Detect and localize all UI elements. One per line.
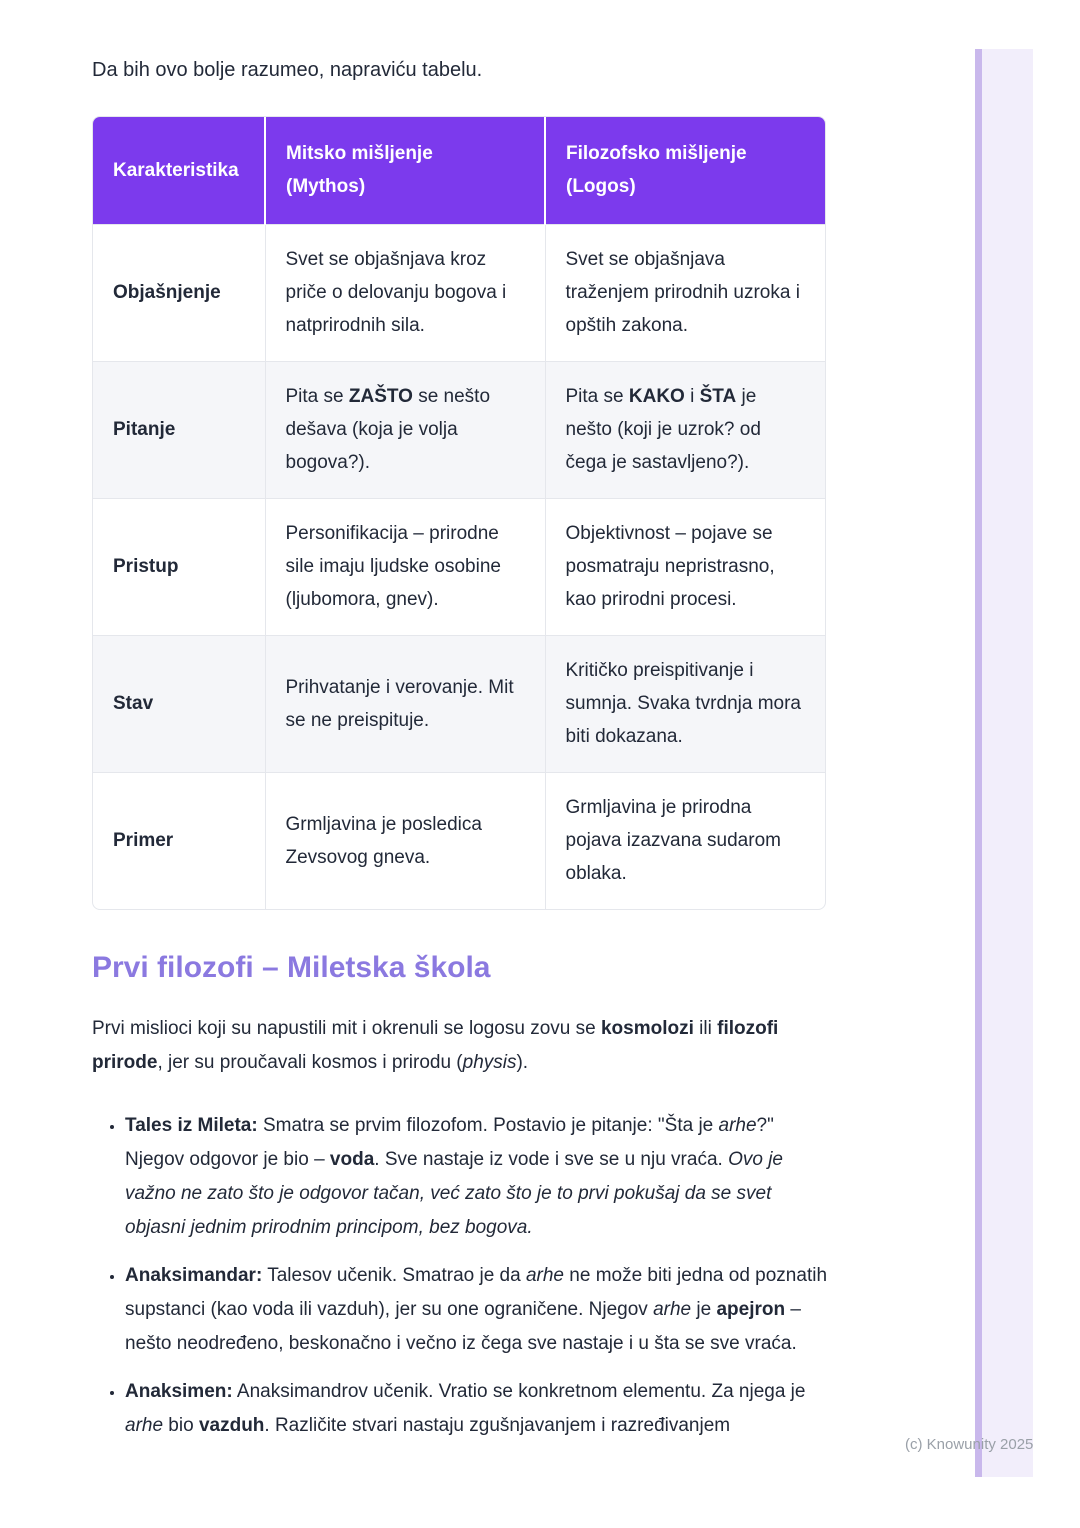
header-line: (Mythos) <box>286 176 366 198</box>
row-label: Pristup <box>93 498 265 635</box>
logos-cell: Objektivnost – pojave se posmatraju nepristrasno, kao prirodni procesi. <box>545 498 825 635</box>
header-line: (Logos) <box>566 176 636 198</box>
logos-cell: Grmljavina je prirodna pojava izazvana sudarom oblaka. <box>545 772 825 909</box>
list-item-tales: • Tales iz Mileta: Smatra se prvim filozofom. Postavio je pitanje: "Šta je arhe?" Njegov odgovor je bio – voda. Sve nastaje iz vode i sve se u nju vraća. Ovo je važno ne zato što je odgovor tačan, već zato što je to prvi pokušaj da se svet objasni jednim prirodnim principom, bez bogova. <box>125 1109 834 1245</box>
copyright-note: (c) Knowunity 2025 <box>905 1436 1034 1453</box>
section-heading: Prvi filozofi – Miletska škola <box>92 951 491 984</box>
table-header <box>93 117 825 224</box>
row-label: Stav <box>93 635 265 772</box>
mythos-cell: Prihvatanje i verovanje. Mit se ne preispituje. <box>265 635 545 772</box>
row-label: Primer <box>93 772 265 909</box>
page-edge-stripe <box>975 49 1033 1477</box>
logos-cell: Kritičko preispitivanje i sumnja. Svaka tvrdnja mora biti dokazana. <box>545 635 825 772</box>
header-cell-karakteristika <box>93 117 265 224</box>
mythos-cell: Svet se objašnjava kroz priče o delovanju bogova i natprirodnih sila. <box>265 224 545 361</box>
philosophers-list <box>92 1109 834 1443</box>
table-body <box>93 224 825 909</box>
mythos-cell: Pita se ZAŠTO se nešto dešava (koja je volja bogova?). <box>265 361 545 498</box>
logos-cell: Svet se objašnjava traženjem prirodnih uzroka i opštih zakona. <box>545 224 825 361</box>
table-header-row <box>93 117 825 224</box>
table-row <box>93 498 825 635</box>
section-paragraph: Prvi mislioci koji su napustili mit i okrenuli se logosu zovu se kosmolozi ili filozofi prirode, jer su proučavali kosmos i prirodu (physis). <box>92 1018 779 1073</box>
list-item-anaksimen: • Anaksimen: Anaksimandrov učenik. Vratio se konkretnom elementu. Za njega je arhe bio vazduh. Različite stvari nastaju zgušnjavanjem i razređivanjem <box>125 1375 834 1443</box>
mythos-logos-comparison-table <box>93 117 825 909</box>
header-cell-logos <box>545 117 825 224</box>
mythos-cell: Personifikacija – prirodne sile imaju ljudske osobine (ljubomora, gnev). <box>265 498 545 635</box>
header-line: Filozofsko mišljenje <box>566 143 747 165</box>
table-row <box>93 772 825 909</box>
document-content <box>92 56 834 1457</box>
logos-cell: Pita se KAKO i ŠTA je nešto (koji je uzrok? od čega je sastavljeno?). <box>545 361 825 498</box>
header-line: Karakteristika <box>113 159 239 181</box>
table-row <box>93 224 825 361</box>
header-line: Mitsko mišljenje <box>286 143 433 165</box>
table-row <box>93 361 825 498</box>
list-item-anaksimandar: • Anaksimandar: Talesov učenik. Smatrao je da arhe ne može biti jedna od poznatih supstanci (kao voda ili vazduh), jer su one ograničene. Njegov arhe je apejron – nešto neodređeno, beskonačno i večno iz čega sve nastaje i u šta se sve vraća. <box>125 1259 834 1361</box>
row-label: Objašnjenje <box>93 224 265 361</box>
comparison-table-container <box>92 116 826 910</box>
header-cell-mythos <box>265 117 545 224</box>
row-label: Pitanje <box>93 361 265 498</box>
mythos-cell: Grmljavina je posledica Zevsovog gneva. <box>265 772 545 909</box>
intro-sentence: Da bih ovo bolje razumeo, napraviću tabelu. <box>92 59 483 81</box>
table-row <box>93 635 825 772</box>
